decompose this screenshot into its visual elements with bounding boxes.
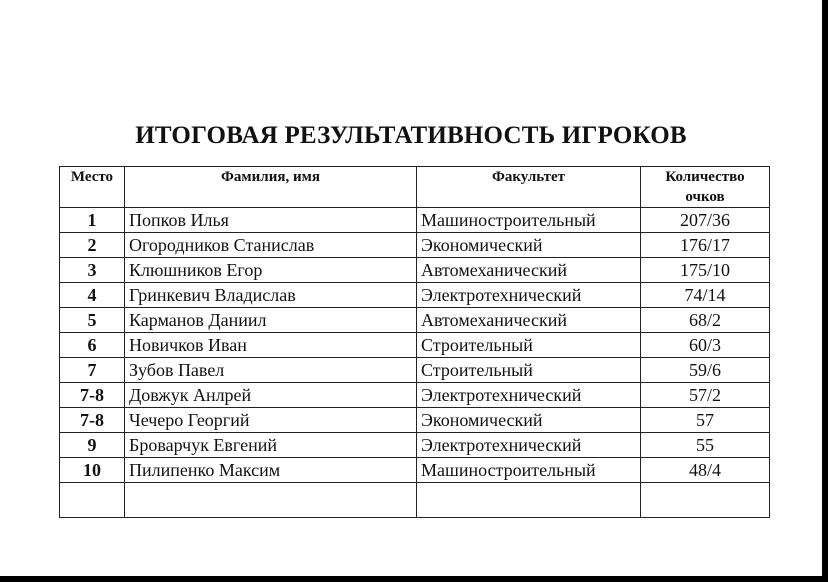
table-row (60, 358, 770, 383)
name-cell: Клюшников Егор (125, 258, 417, 283)
faculty-cell: Автомеханический (417, 258, 641, 283)
faculty-cell: Экономический (417, 233, 641, 258)
table-row (60, 308, 770, 333)
points-cell: 59/6 (641, 358, 770, 383)
header-name: Фамилия, имя (125, 167, 417, 208)
table-row (60, 208, 770, 233)
faculty-cell: Машиностроительный (417, 208, 641, 233)
empty-cell (641, 483, 770, 518)
place-cell: 3 (60, 258, 125, 283)
header-row (60, 167, 770, 208)
name-cell: Пилипенко Максим (125, 458, 417, 483)
empty-cell (417, 483, 641, 518)
table-row (60, 458, 770, 483)
points-cell: 68/2 (641, 308, 770, 333)
faculty-cell: Строительный (417, 358, 641, 383)
points-cell: 175/10 (641, 258, 770, 283)
name-cell: Попков Илья (125, 208, 417, 233)
faculty-cell: Строительный (417, 333, 641, 358)
name-cell: Зубов Павел (125, 358, 417, 383)
faculty-cell: Электротехнический (417, 283, 641, 308)
points-cell: 57 (641, 408, 770, 433)
place-cell: 7 (60, 358, 125, 383)
table-row (60, 283, 770, 308)
place-cell: 9 (60, 433, 125, 458)
header-points (641, 167, 770, 208)
name-cell: Довжук Анлрей (125, 383, 417, 408)
faculty-cell: Электротехнический (417, 383, 641, 408)
place-cell: 10 (60, 458, 125, 483)
header-points-line2: очков (685, 189, 725, 205)
results-table (59, 166, 770, 518)
table-row (60, 258, 770, 283)
empty-cell (60, 483, 125, 518)
place-cell: 5 (60, 308, 125, 333)
name-cell: Броварчук Евгений (125, 433, 417, 458)
points-cell: 74/14 (641, 283, 770, 308)
faculty-cell: Автомеханический (417, 308, 641, 333)
table-row (60, 233, 770, 258)
place-cell: 4 (60, 283, 125, 308)
name-cell: Гринкевич Владислав (125, 283, 417, 308)
name-cell: Чечеро Георгий (125, 408, 417, 433)
place-cell: 1 (60, 208, 125, 233)
header-faculty: Факультет (417, 167, 641, 208)
name-cell: Карманов Даниил (125, 308, 417, 333)
place-cell: 6 (60, 333, 125, 358)
place-cell: 2 (60, 233, 125, 258)
points-cell: 207/36 (641, 208, 770, 233)
faculty-cell: Экономический (417, 408, 641, 433)
table-row (60, 433, 770, 458)
name-cell: Новичков Иван (125, 333, 417, 358)
points-cell: 48/4 (641, 458, 770, 483)
points-cell: 55 (641, 433, 770, 458)
points-cell: 60/3 (641, 333, 770, 358)
header-points-line1: Количество (665, 169, 745, 185)
empty-row (60, 483, 770, 518)
place-cell: 7-8 (60, 408, 125, 433)
points-cell: 57/2 (641, 383, 770, 408)
empty-cell (125, 483, 417, 518)
name-cell: Огородников Станислав (125, 233, 417, 258)
place-cell: 7-8 (60, 383, 125, 408)
points-cell: 176/17 (641, 233, 770, 258)
table-row (60, 383, 770, 408)
page-title: ИТОГОВАЯ РЕЗУЛЬТАТИВНОСТЬ ИГРОКОВ (135, 122, 687, 149)
faculty-cell: Электротехнический (417, 433, 641, 458)
table-row (60, 408, 770, 433)
table-row (60, 333, 770, 358)
results-body (60, 208, 770, 518)
header-place: Место (60, 167, 125, 208)
faculty-cell: Машиностроительный (417, 458, 641, 483)
